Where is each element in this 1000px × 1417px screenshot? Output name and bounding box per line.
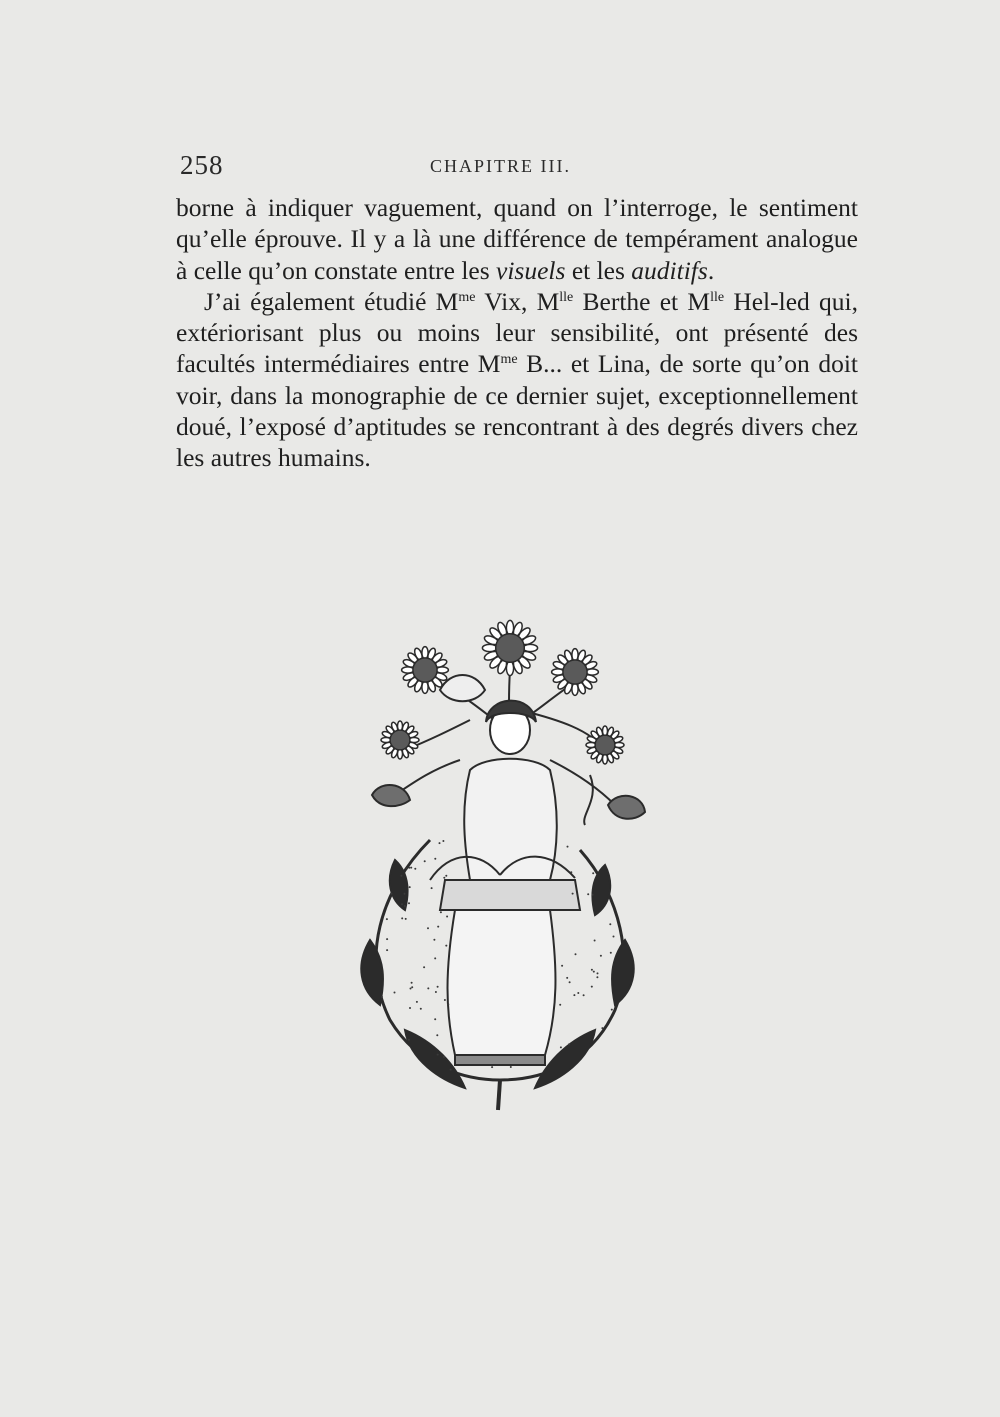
text-run: Berthe et M [573, 286, 711, 316]
body-text [176, 192, 858, 474]
decorative-vignette [350, 610, 650, 1115]
page-header [180, 150, 860, 184]
superscript-abbrev: lle [559, 289, 574, 305]
paragraph [176, 286, 858, 474]
text-run: Hel-led qui, extériorisant plus ou moins leur sensibilité, ont présenté des facultés intermédiaires entre M [176, 286, 858, 379]
text-run: borne à indiquer vaguement, quand on l’interroge, le sentiment qu’elle éprouve. Il y a là une différence de tempérament analogue à celle qu’on constate entre les [176, 193, 858, 285]
text-run: et les [565, 255, 632, 285]
superscript-abbrev: lle [710, 289, 725, 305]
superscript-abbrev: me [500, 352, 518, 368]
superscript-abbrev: me [458, 289, 476, 305]
text-run: Vix, M [475, 286, 560, 316]
paragraph [176, 192, 858, 286]
running-head: CHAPITRE III. [430, 156, 571, 176]
text-run: . [707, 255, 715, 285]
text-run: J’ai également étudié M [204, 286, 459, 316]
page-number: 258 [180, 150, 224, 180]
italic-term: auditifs [631, 255, 708, 285]
art-nouveau-woman-sunflowers-vignette-icon [350, 610, 650, 1115]
italic-term: visuels [496, 255, 566, 285]
text-run: B... et Lina, de sorte qu’on doit voir, dans la monographie de ce dernier sujet, exceptionnellement doué, l’exposé d’aptitudes se rencontrant à des degrés divers chez les autres humains. [176, 349, 858, 473]
